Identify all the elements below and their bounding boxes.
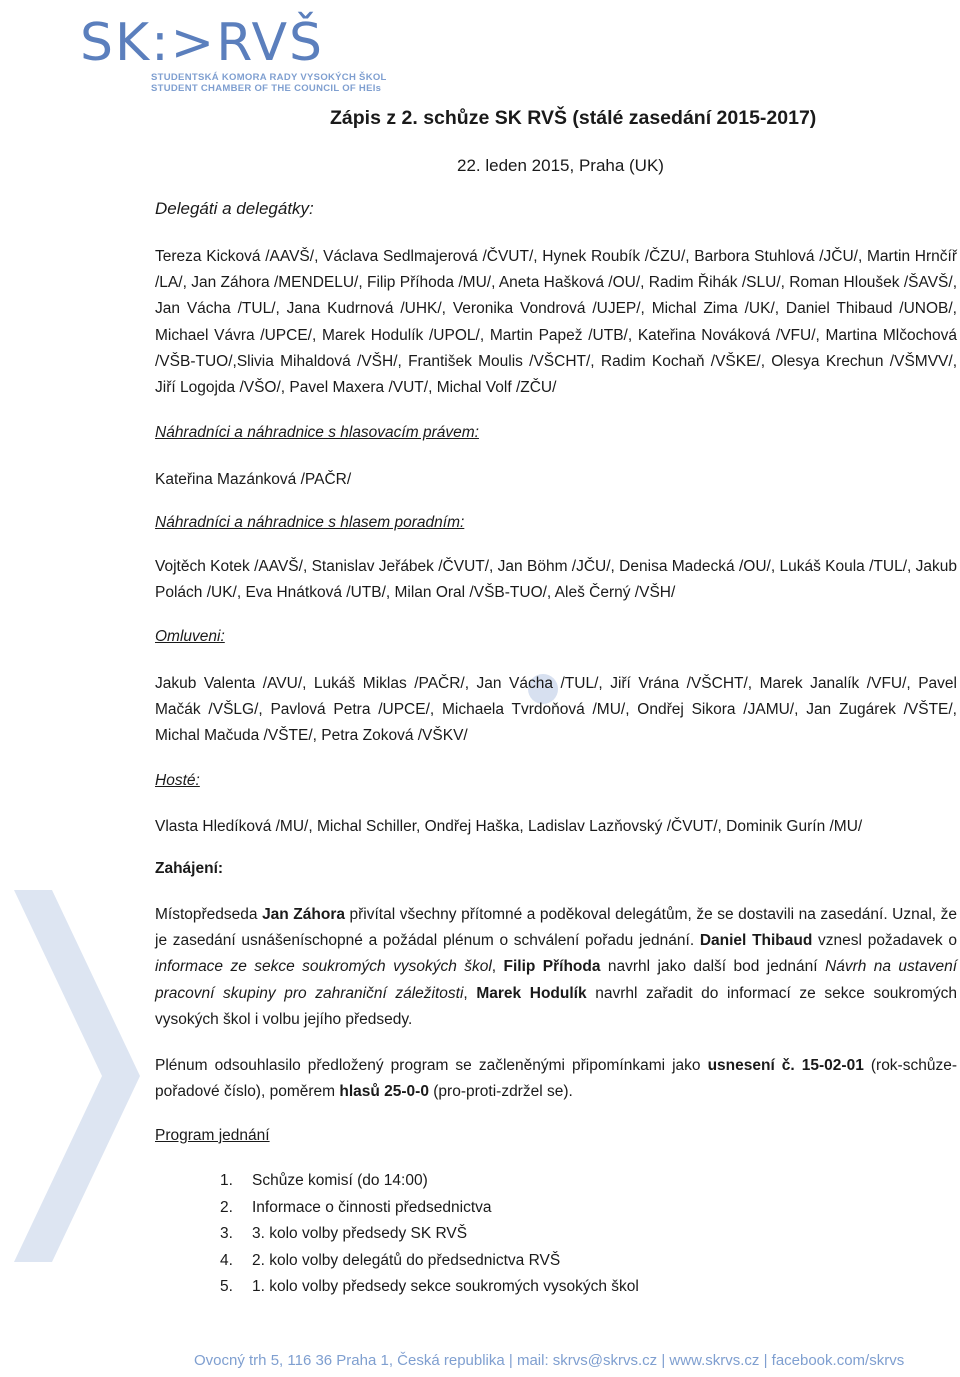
item-text: Informace o činnosti předsednictva bbox=[252, 1198, 492, 1216]
opening-text: navrhl jako další bod jednání bbox=[600, 958, 826, 976]
item-number: 5. bbox=[220, 1278, 233, 1295]
person-name: Daniel Thibaud bbox=[699, 932, 813, 950]
opening-text: Místopředseda bbox=[155, 906, 263, 923]
footer-contact: Ovocný trh 5, 116 36 Praha 1, Česká republika | mail: skrvs@skrvs.cz | www.skrvs.cz | facebook.com/skrvs bbox=[194, 1352, 905, 1369]
list-item bbox=[220, 1248, 639, 1275]
resolution-text: Plénum odsouhlasilo předložený program se začleněnými připomínkami jako bbox=[155, 1057, 708, 1074]
guests-heading: Hosté: bbox=[155, 772, 200, 789]
advisory-substitutes-heading: Náhradníci a náhradnice s hlasem poradním: bbox=[155, 514, 465, 531]
opening-text: navrhl zařadit do informací ze sekce soukromých vysokých škol i volbu jejího předsedy. bbox=[155, 984, 957, 1028]
voting-substitutes-heading: Náhradníci a náhradnice s hlasovacím právem: bbox=[155, 424, 479, 441]
opening-text: přivítal všechny přítomné a poděkoval delegátům, že se dostavili na zasedání. Uznal, že je zasedání usnášeníschopné a požádal plénum o schválení pořadu jednání. bbox=[155, 906, 957, 950]
agenda-proposal: Návrh na ustavení pracovní skupiny pro zahraniční záležitosti bbox=[155, 958, 958, 1002]
list-item bbox=[220, 1195, 639, 1222]
item-number: 2. bbox=[220, 1198, 233, 1216]
delegates-list: Tereza Kicková /AAVŠ/, Václava Sedlmajerová /ČVUT/, Hynek Roubík /ČZU/, Barbora Stuhlová /JČU/, Martin Hrnčíř /LA/, Jan Záhora /MENDELU/, Filip Příhoda /MU/, Aneta Hašková /OU/, Radim Řihák /SLU/, Roman Hloušek /ŠAVŠ/, Jan Vácha /TUL/, Jana Kudrnová /UHK/, Veronika Vondrová /UJEP/, Michal Zima /UK/, Daniel Thibaud /UNOB/, Michael Vávra /UPCE/, Marek Hodulík /UPOL/, Martin Papež /UTB/, Kateřina Nováková /VFU/, Martina Mlčochová /VŠB-TUO/,Slivia Mihaldová /VŠH/, František Moulis /VŠCHT/, Radim Kochaň /VŠKE/, Olesya Krechun /VŠMVV/, Jiří Logojda /VŠO/, Pavel Maxera /VUT/, Michal Volf /ZČU/ bbox=[155, 248, 957, 397]
opening-text: vznesl požadavek o bbox=[812, 932, 957, 950]
vote-result: hlasů 25-0-0 bbox=[339, 1083, 429, 1101]
person-name: Filip Příhoda bbox=[503, 958, 601, 976]
item-number: 1. bbox=[220, 1172, 233, 1189]
agenda-proposal: informace ze sekce soukromých vysokých škol bbox=[155, 958, 492, 976]
excused-list: Jakub Valenta /AVU/, Lukáš Miklas /PAČR/, Jan Vácha /TUL/, Jiří Vrána /VŠCHT/, Marek Janalík /VFU/, Pavel Mačák /VŠLG/, Pavlová Petra /UPCE/, Michaela Tvrdoňová /MU/, Ondřej Sikora /JAMU/, Jan Zugárek /VŠTE/, Michal Mačuda /VŠTE/, Petra Zoková /VŠKV/ bbox=[155, 675, 957, 745]
resolution-paragraph bbox=[155, 1053, 957, 1105]
item-number: 3. bbox=[220, 1225, 233, 1242]
item-number: 4. bbox=[220, 1251, 233, 1269]
delegates-heading: Delegáti a delegátky: bbox=[155, 199, 314, 218]
opening-text: , bbox=[463, 984, 477, 1002]
logo-wordmark: SK:>RVŠ bbox=[80, 13, 325, 73]
item-text: 1. kolo volby předsedy sekce soukromých vysokých škol bbox=[252, 1278, 639, 1295]
meeting-date-place: 22. leden 2015, Praha (UK) bbox=[457, 156, 664, 175]
list-item bbox=[220, 1168, 639, 1195]
guests-list: Vlasta Hledíková /MU/, Michal Schiller, Ondřej Haška, Ladislav Lazňovský /ČVUT/, Dominik Gurín /MU/ bbox=[155, 818, 863, 835]
resolution-text: (rok-schůze-pořadové číslo), poměrem bbox=[155, 1057, 957, 1101]
list-item bbox=[220, 1221, 639, 1248]
excused-heading: Omluveni: bbox=[155, 628, 225, 645]
opening-paragraph bbox=[155, 902, 957, 1033]
item-text: 3. kolo volby předsedy SK RVŠ bbox=[252, 1225, 468, 1242]
item-text: 2. kolo volby delegátů do předsednictva RVŠ bbox=[252, 1251, 561, 1269]
list-item bbox=[220, 1274, 639, 1301]
logo-subtitle-en: STUDENT CHAMBER OF THE COUNCIL OF HEIs bbox=[151, 83, 382, 94]
item-text: Schůze komisí (do 14:00) bbox=[252, 1172, 428, 1189]
logo-subtitle-cz: STUDENTSKÁ KOMORA RADY VYSOKÝCH ŠKOL bbox=[151, 72, 387, 83]
person-name: Jan Záhora bbox=[262, 906, 345, 923]
program-heading: Program jednání bbox=[155, 1127, 270, 1144]
document-title: Zápis z 2. schůze SK RVŠ (stálé zasedání 2015-2017) bbox=[330, 107, 817, 129]
voting-substitutes-list: Kateřina Mazánková /PAČR/ bbox=[155, 471, 352, 488]
person-name: Marek Hodulík bbox=[476, 984, 587, 1002]
logo bbox=[80, 13, 387, 98]
program-list bbox=[220, 1168, 639, 1301]
chevron-watermark-icon bbox=[0, 868, 140, 1318]
opening-text: , bbox=[491, 958, 504, 976]
advisory-substitutes-list: Vojtěch Kotek /AAVŠ/, Stanislav Jeřábek /ČVUT/, Jan Böhm /JČU/, Denisa Madecká /OU/, Lukáš Koula /TUL/, Jakub Polách /UK/, Eva Hnátková /UTB/, Milan Oral /VŠB-TUO/, Aleš Černý /VŠH/ bbox=[155, 558, 957, 602]
resolution-number: usnesení č. 15-02-01 bbox=[707, 1057, 864, 1074]
opening-heading: Zahájení: bbox=[155, 860, 224, 877]
resolution-text: (pro-proti-zdržel se). bbox=[428, 1083, 573, 1101]
